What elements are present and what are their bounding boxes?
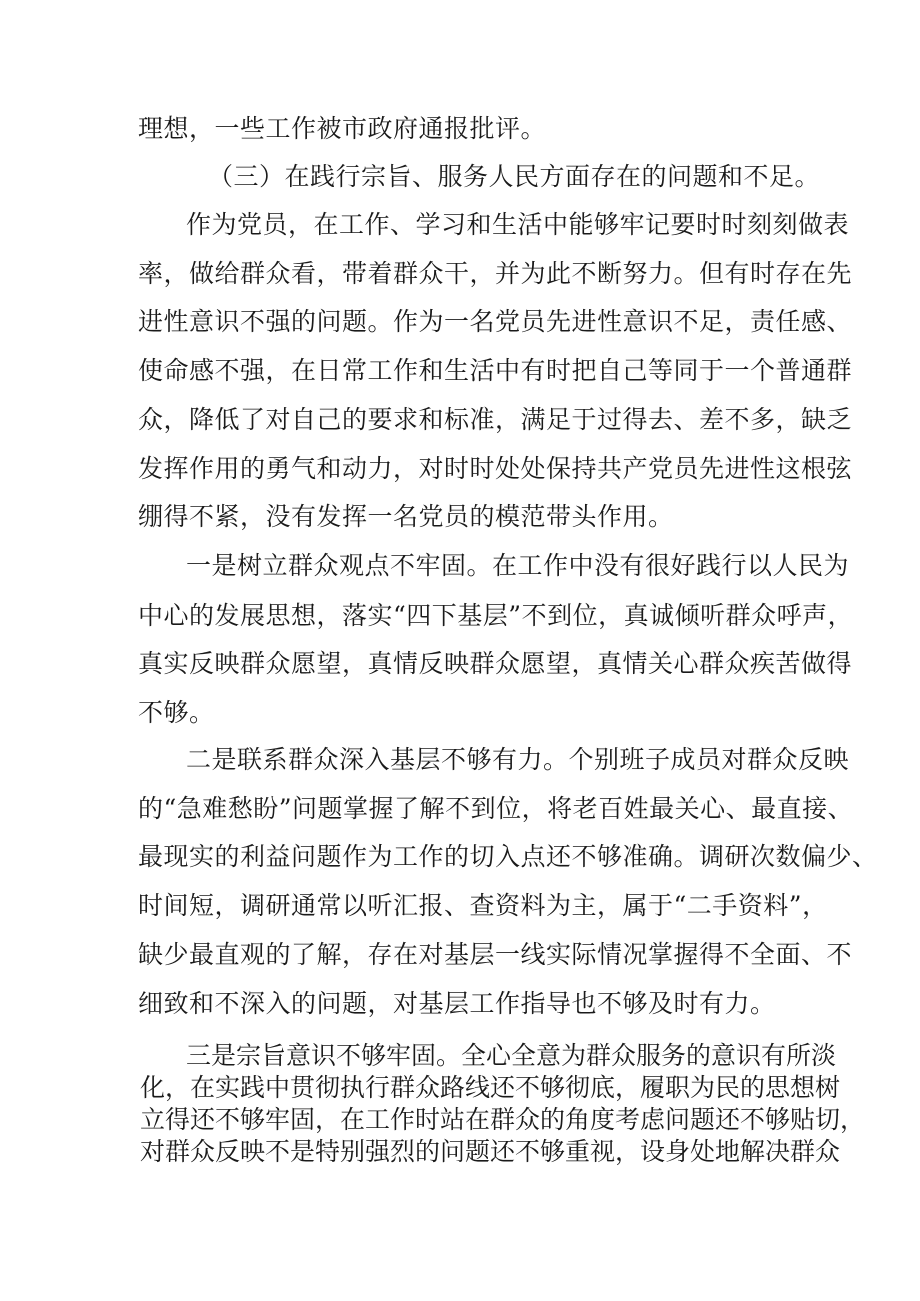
text-line: 三是宗旨意识不够牢固。全心全意为群众服务的意识有所淡	[186, 1041, 837, 1070]
text-line: 绷得不紧，没有发挥一名党员的模范带头作用。	[138, 502, 674, 531]
text-line: 一是树立群众观点不牢固。在工作中没有很好践行以人民为	[186, 551, 850, 580]
text-line: 对群众反映不是特别强烈的问题还不够重视，设身处地解决群众	[140, 1137, 841, 1166]
section-heading: （三）在践行宗旨、服务人民方面存在的问题和不足。	[208, 162, 821, 191]
text-line: 理想，一些工作被市政府通报批评。	[138, 114, 547, 143]
text-line: 化，在实践中贯彻执行群众路线还不够彻底，履职为民的思想树	[140, 1073, 841, 1102]
text-line: 众，降低了对自己的要求和标准，满足于过得去、差不多，缺乏	[138, 405, 853, 434]
text-line: 时间短，调研通常以听汇报、查资料为主，属于“二手资料”，	[138, 891, 828, 920]
text-line: 的“急难愁盼”问题掌握了解不到位，将老百姓最关心、最直接、	[138, 794, 854, 823]
text-line: 缺少最直观的了解，存在对基层一线实际情况掌握得不全面、不	[138, 940, 853, 969]
text-line: 作为党员，在工作、学习和生活中能够牢记要时时刻刻做表	[186, 210, 850, 239]
text-line: 发挥作用的勇气和动力，对时时处处保持共产党员先进性这根弦	[138, 454, 853, 483]
text-line: 率，做给群众看，带着群众干，并为此不断努力。但有时存在先	[138, 259, 853, 288]
text-line: 真实反映群众愿望，真情反映群众愿望，真情关心群众疾苦做得	[138, 649, 853, 678]
text-line: 细致和不深入的问题，对基层工作指导也不够及时有力。	[138, 989, 776, 1018]
text-line: 不够。	[138, 698, 215, 727]
text-line: 进性意识不强的问题。作为一名党员先进性意识不足，责任感、	[138, 307, 853, 336]
text-line: 二是联系群众深入基层不够有力。个别班子成员对群众反映	[186, 745, 850, 774]
text-line: 中心的发展思想，落实“四下基层”不到位，真诚倾听群众呼声，	[138, 601, 854, 630]
text-line: 最现实的利益问题作为工作的切入点还不够准确。调研次数偏少、	[138, 842, 878, 871]
text-line: 立得还不够牢固，在工作时站在群众的角度考虑问题还不够贴切，	[140, 1105, 866, 1134]
text-line: 使命感不强，在日常工作和生活中有时把自己等同于一个普通群	[138, 356, 853, 385]
